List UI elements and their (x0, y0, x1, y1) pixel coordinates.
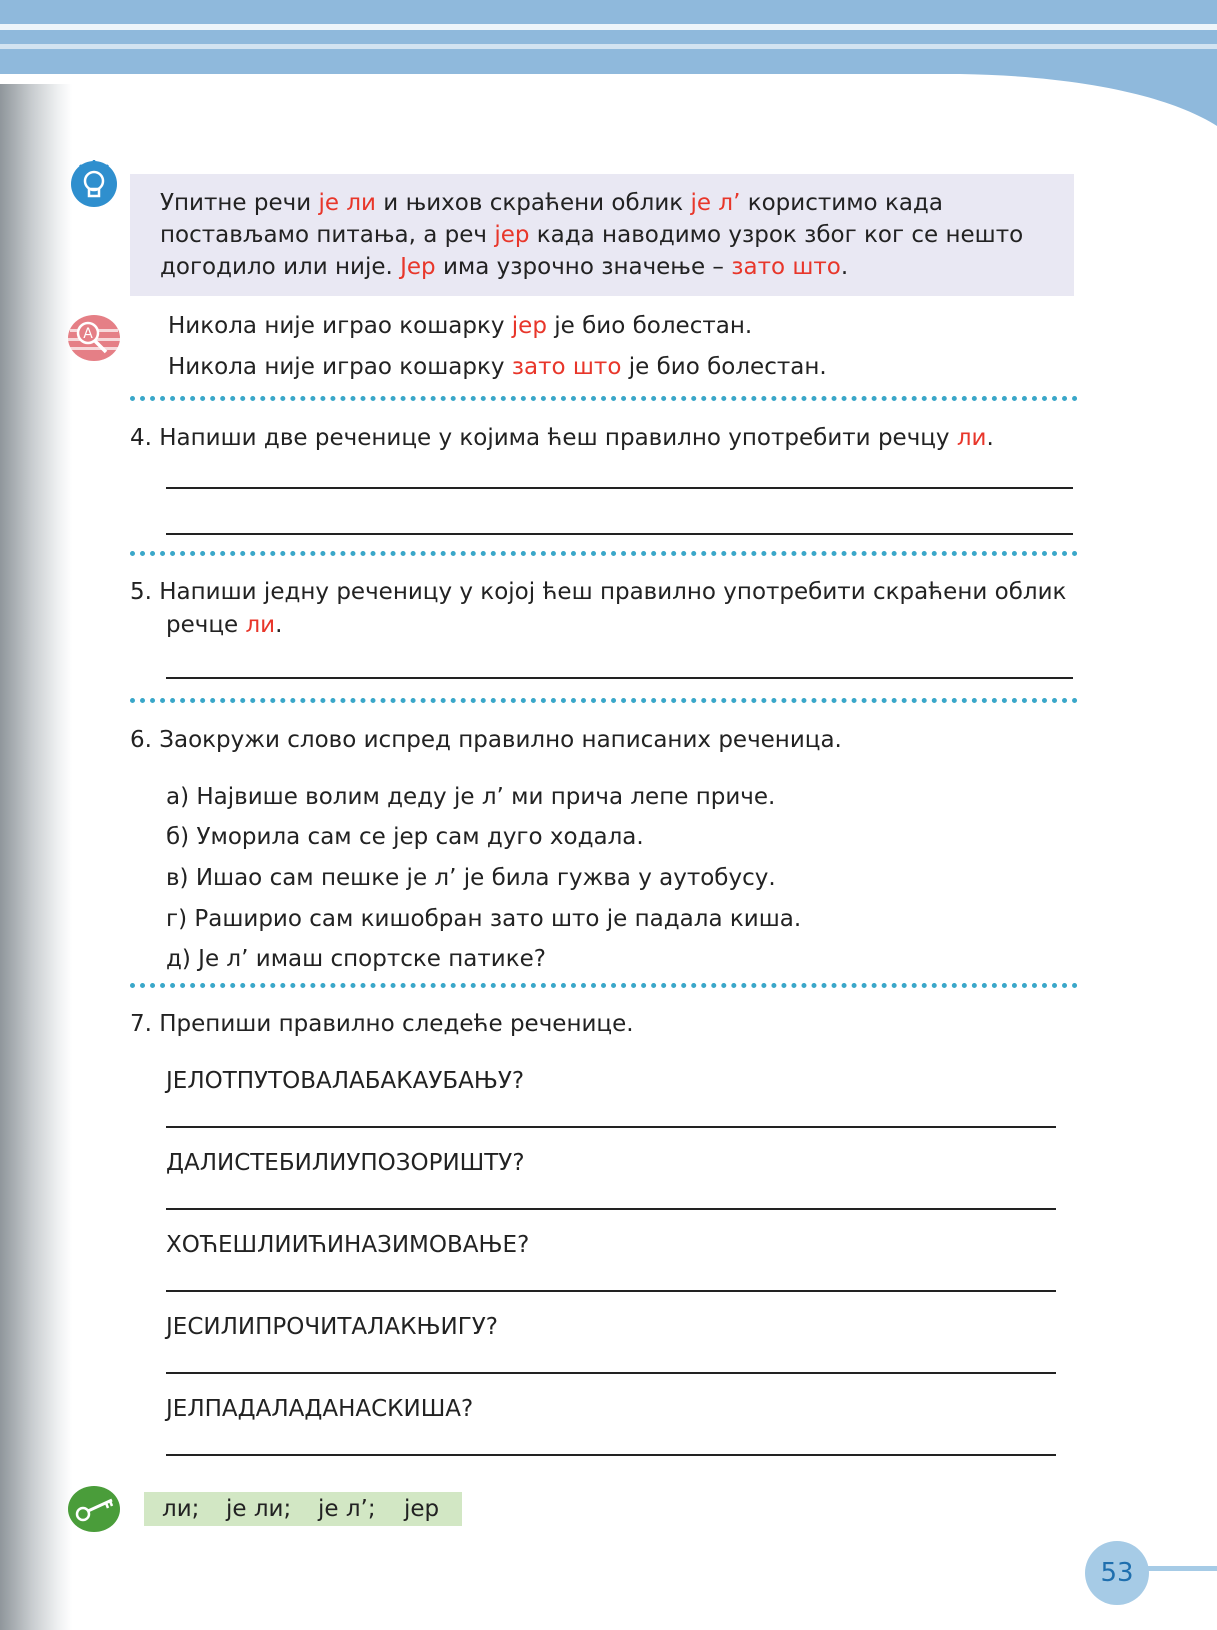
task-7-item-1: ЈЕЛОТПУТОВАЛАБАКАУБАЊУ? (166, 1068, 525, 1094)
task-5-prompt-line-1: 5. Напиши једну реченицу у којој ћеш правилно употребити скраћени облик (130, 579, 1067, 605)
answer-line[interactable] (166, 1454, 1056, 1456)
lightbulb-icon (68, 156, 120, 208)
task-6-option-b[interactable]: б) Уморила сам се јер сам дуго ходала. (166, 824, 644, 850)
task-6-option-a[interactable]: а) Највише волим деду је л’ ми прича лепе приче. (166, 784, 776, 810)
keyword-je-li: је ли; (226, 1496, 292, 1522)
answer-line[interactable] (166, 487, 1073, 489)
tip-line-2: постављамо питања, а реч јер када наводимо узрок због ког се нешто (160, 222, 1024, 248)
dotted-divider (130, 551, 1078, 556)
dotted-divider (130, 396, 1078, 401)
example-sentence-1: Никола није играо кошарку јер је био болестан. (168, 313, 753, 339)
example-sentence-2: Никола није играо кошарку зато што је био болестан. (168, 354, 827, 380)
page-spine-shadow (0, 0, 72, 1630)
answer-line[interactable] (166, 533, 1073, 535)
page-number: 53 (1085, 1541, 1149, 1605)
task-6-option-c[interactable]: в) Ишао сам пешке је л’ је била гужва у аутобусу. (166, 865, 776, 891)
task-7-prompt: 7. Препиши правилно следеће реченице. (130, 1011, 634, 1037)
task-6-prompt: 6. Заокружи слово испред правилно написаних реченица. (130, 727, 842, 753)
tip-line-1: Упитне речи је ли и њихов скраћени облик је л’ користимо када (160, 190, 943, 216)
key-icon (66, 1484, 122, 1534)
task-7-item-5: ЈЕЛПАДАЛАДАНАСКИША? (166, 1396, 474, 1422)
svg-text:A: A (83, 326, 93, 342)
keyword-li: ли; (162, 1496, 200, 1522)
top-decorative-band (0, 0, 1217, 140)
task-5-prompt-line-2: речце ли. (166, 612, 283, 638)
task-6-option-e[interactable]: д) Је л’ имаш спортске патике? (166, 946, 546, 972)
answer-line[interactable] (166, 1372, 1056, 1374)
answer-line[interactable] (166, 677, 1073, 679)
answer-line[interactable] (166, 1290, 1056, 1292)
task-7-item-3: ХОЋЕШЛИИЋИНАЗИМОВАЊЕ? (166, 1232, 530, 1258)
dotted-divider (130, 983, 1078, 988)
keyword-je-l: је л’; (318, 1496, 376, 1522)
answer-line[interactable] (166, 1126, 1056, 1128)
task-6-option-d[interactable]: г) Раширио сам кишобран зато што је падала киша. (166, 906, 802, 932)
task-7-item-4: ЈЕСИЛИПРОЧИТАЛАКЊИГУ? (166, 1314, 498, 1340)
example-magnifier-icon (66, 313, 122, 363)
task-4-prompt: 4. Напиши две реченице у којима ћеш правилно употребити речцу ли. (130, 425, 994, 451)
tip-line-3: догодило или није. Јер има узрочно значење – зато што. (160, 254, 849, 280)
answer-line[interactable] (166, 1208, 1056, 1210)
dotted-divider (130, 698, 1078, 703)
task-7-item-2: ДАЛИСТЕБИЛИУПОЗОРИШТУ? (166, 1150, 525, 1176)
keyword-jer: јер (404, 1496, 440, 1522)
